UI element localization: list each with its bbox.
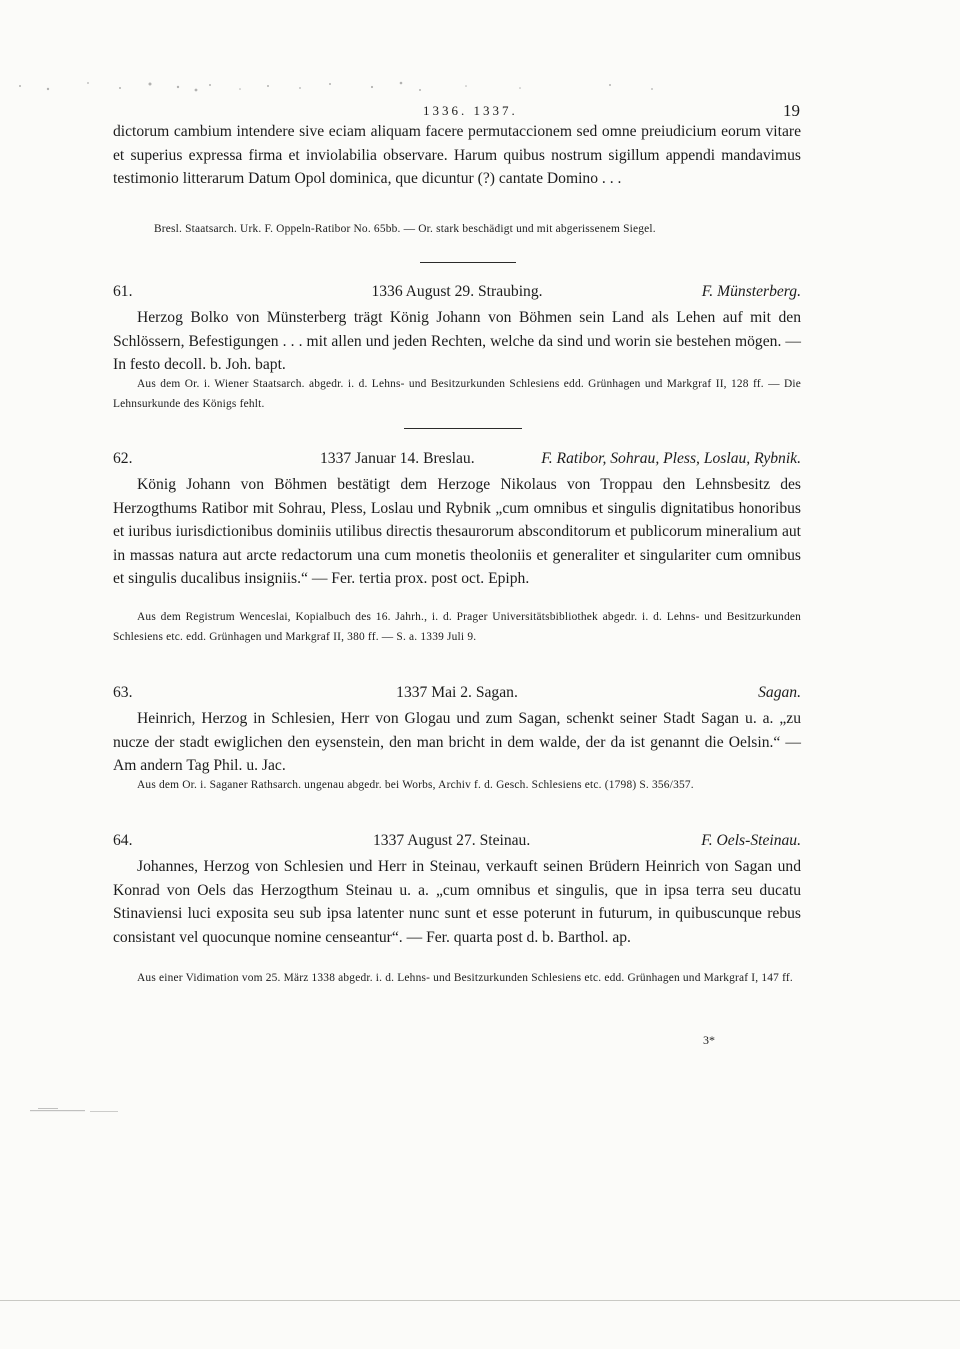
entry-date: 1336 August 29. Straubing. [371,283,543,300]
entry-header-61 [113,283,801,307]
separator-rule [420,262,516,263]
running-title: 1336. 1337. [423,103,518,118]
entry-date: 1337 August 27. Steinau. [373,832,531,849]
entry-number: 64. [113,832,133,849]
entry-date: 1337 Mai 2. Sagan. [396,684,518,701]
entry-text-62: König Johann von Böhmen bestätigt dem Herzoge Nikolaus von Troppau den Lehnsbesitz des Herzogthums Ratibor mit Sohrau, Pless, Loslau und Rybnik „cum omnibus et singulis dignitatibus honoribus et iuribus iurisdictionibus dominiis utilibus directis thesaurorum absconditorum et publicorum mineralium aut in massas natura aut arcte redactorum una cum monetis theoloniis et generaliter et singulariter cum omnibus et singulis ducalibus insigniis.“ — Fer. tertia prox. post oct. Epiph. [113,476,801,588]
entry-note-62: Aus dem Registrum Wenceslai, Kopialbuch des 16. Jahrh., i. d. Prager Universitätsbibliothek abgedr. i. d. Lehns- und Besitzurkunden Schlesiens etc. edd. Grünhagen und Markgraf II, 380 ff. — S. a. 1339 Juli 9. [113,611,801,643]
entry-note-63: Aus dem Or. i. Saganer Rathsarch. ungenau abgedr. bei Worbs, Archiv f. d. Gesch. Schlesiens etc. (1798) S. 356/357. [137,779,694,791]
entry-number: 63. [113,684,133,701]
entry-note-61: Aus dem Or. i. Wiener Staatsarch. abgedr. i. d. Lehns- und Besitzurkunden Schlesiens edd. Grünhagen und Markgraf II, 128 ff. — Die Lehnsurkunde des Königs fehlt. [113,378,801,410]
entry-note-64: Aus einer Vidimation vom 25. März 1338 abgedr. i. d. Lehns- und Besitzurkunden Schlesiens etc. edd. Grünhagen und Markgraf I, 147 ff. [137,972,793,984]
entry-header-64 [113,832,801,856]
scan-smudge [30,1107,120,1115]
entry-text-64: Johannes, Herzog von Schlesien und Herr in Steinau, verkauft seinen Brüdern Heinrich von Sagan und Konrad von Oels das Herzogthum Steinau u. a. „cum omnibus et singulis, que in ipsa terra seu ducatu Stinaviensi luci exposita seu sub ipsa latenter nunc sunt et esse poterunt in futurum, in quibuscunque rebus consistant vel quocunque nomine censeantur“. — Fer. quarta post d. b. Barthol. ap. [113,858,801,946]
entry-text-61: Herzog Bolko von Münsterberg trägt König Johann von Böhmen sein Land als Lehen auf mit den Schlössern, Befestigungen . . . mit allen und jeden Rechten, welche da sind und worin sie bestehen mögen. — In festo decoll. b. Joh. bapt. [113,309,801,374]
entry-place: F. Münsterberg. [701,283,801,300]
signature-mark: 3* [703,1033,715,1047]
intro-text: dictorum cambium intendere sive eciam aliquam facere permutaccionem sed omne preiudicium eorum vitare et superius expressa firma et inviolabilia observare. Harum quibus nostrum sigillum appendi mandavimus testimonio litterarum Datum Opol dominica, que dicuntur (?) cantate Domino . . . [113,123,801,188]
entry-number: 62. [113,450,133,467]
entry-place: Sagan. [758,684,801,701]
entry-number: 61. [113,283,133,300]
separator-rule [404,428,522,429]
entry-place: F. Ratibor, Sohrau, Pless, Loslau, Rybnik. [541,450,801,467]
page-edge-line [0,1300,960,1301]
intro-note: Bresl. Staatsarch. Urk. F. Oppeln-Ratibor No. 65bb. — Or. stark beschädigt und mit abgerissenem Siegel. [154,223,656,235]
entry-header-62 [113,450,801,474]
page-number: 19 [783,101,800,120]
scan-noise [0,74,700,104]
entry-text-63: Heinrich, Herzog in Schlesien, Herr von Glogau und zum Sagan, schenkt seiner Stadt Sagan u. a. „zu nucze der stadt ewiglichen den eysenstein, den man bricht in dem walde, der da ist genannt die Oelsin.“ — Am andern Tag Phil. u. Jac. [113,710,801,775]
entry-place: F. Oels-Steinau. [701,832,801,849]
entry-date: 1337 Januar 14. Breslau. [320,450,475,467]
entry-header-63 [113,684,801,708]
